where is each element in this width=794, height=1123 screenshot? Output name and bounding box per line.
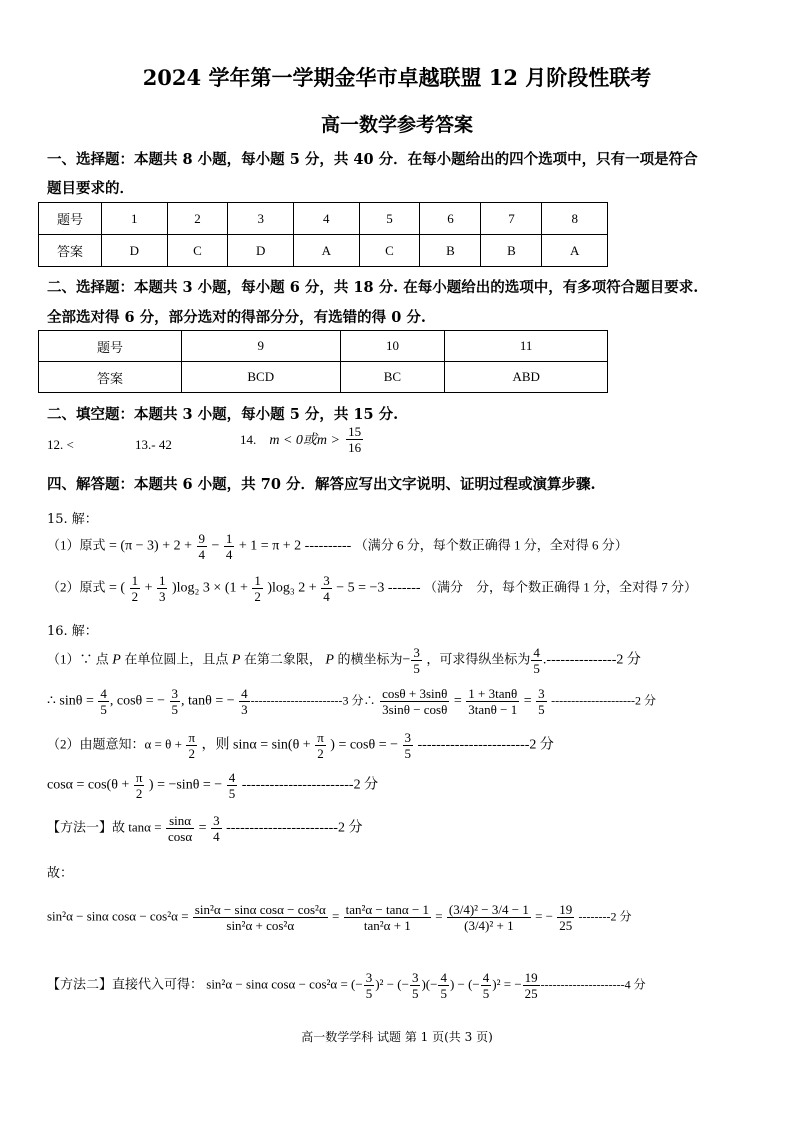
- answer-cell: D: [228, 235, 294, 267]
- q15-part2: （2）原式 = ( $\frac{1}{2}$ + $\frac{1}{3}$ )log₂ 3 × (1 + $\frac{1}{2}$ )log₃ 2 + $\frac{3}{4}$ − 5 = −3 ------- （满分 分，每个数正确得 1 分，全对得 7 分）: [47, 573, 698, 604]
- fraction: $\frac{\pi}{2}$: [317, 730, 324, 761]
- answer-14: [240, 424, 364, 455]
- answer-cell: ABD: [445, 362, 608, 393]
- q15-label: 15. 解：: [47, 512, 98, 527]
- q16-method1: 【方法一】故 tanα = $\frac{\sin\alpha}{\cos\alpha}$ = $\frac{3}{4}$ ------------------------2 分: [47, 813, 363, 844]
- fraction: $\frac{3}{4}$: [323, 573, 330, 604]
- q16-line6: sin²α − sinα cosα − cos²α = $\frac{\text{sin²α − sinα cosα − cos²α}}{\text{sin²α + cos²α}}$ = $\frac{\text{tan²α − tanα − 1}}{\text{tan²α + 1}}$ = $\frac{\text{(3/4)² − 3/4 − 1}}{\text{(3/4)² + 1}}$ = − $\frac{19}{25}$ --------2 分: [47, 902, 632, 933]
- fraction: $\frac{\cos\theta + 3\sin\theta}{3\sin\theta - \cos\theta}$: [382, 686, 448, 717]
- question-number: 2: [167, 203, 228, 235]
- question-number: 6: [420, 203, 481, 235]
- section1-answer-table: [38, 202, 608, 267]
- fraction: $\frac{\pi}{2}$: [188, 730, 196, 761]
- q15-part1: （1）原式 = (π − 3) + 2 + $\frac{9}{4}$ − $\frac{1}{4}$ + 1 = π + 2 ---------- （满分 6 分，每个数正确得 1 分，全对得 6 分）: [47, 531, 628, 562]
- fraction: $\frac{3}{4}$: [213, 813, 220, 844]
- answer-cell: B: [420, 235, 481, 267]
- q16-line3: （2）由题意知：α = θ + $\frac{\pi}{2}$ ，则 sinα = sin(θ + $\frac{\pi}{2}$ ) = cosθ = − $\frac{3}{5}$ ------------------------2 分: [47, 730, 554, 761]
- section1-heading-cont: 题目要求的．: [47, 180, 134, 197]
- fraction: $\frac{1}{3}$: [158, 573, 166, 604]
- fraction: $\frac{\pi}{2}$: [135, 770, 143, 801]
- q16-method2: 【方法二】直接代入可得： sin²α − sinα cosα − cos²α = (− $\frac{3}{5}$ )² − (− $\frac{3}{5}$ )(− $\frac{4}{5}$ ) − (− $\frac{4}{5}$ )² = − $\frac{19}{25}$ ---------------------4 分: [47, 970, 646, 1001]
- answer-cell: A: [294, 235, 360, 267]
- q16-therefore: 故：: [47, 866, 74, 881]
- question-number: 4: [294, 203, 360, 235]
- fraction: $\frac{19}{25}$: [524, 970, 538, 1001]
- fraction: $\frac{19}{25}$: [559, 902, 573, 933]
- answer-cell: D: [102, 235, 168, 267]
- answer-cell: B: [481, 235, 542, 267]
- row-label: 题号: [39, 331, 182, 362]
- answer-14-label: 14.: [240, 432, 257, 447]
- table-row-questions: [39, 331, 608, 362]
- row-label: 答案: [39, 362, 182, 393]
- fraction: $\frac{1 + 3\tan\theta}{3\tan\theta - 1}$: [468, 686, 518, 717]
- answer-12: 12. <: [47, 437, 74, 452]
- row-label: 答案: [39, 235, 102, 267]
- fraction: $\frac{1}{2}$: [254, 573, 261, 604]
- answer-cell: A: [542, 235, 608, 267]
- question-number: 11: [445, 331, 608, 362]
- question-number: 5: [359, 203, 420, 235]
- fraction: $\frac{\text{sin²α − sinα cosα − cos²α}}{\text{sin²α + cos²α}}$: [194, 902, 326, 933]
- answer-cell: BCD: [182, 362, 341, 393]
- q16-line4: cosα = cos(θ + $\frac{\pi}{2}$ ) = −sinθ = − $\frac{4}{5}$ ------------------------2 分: [47, 770, 379, 801]
- question-number: 10: [340, 331, 445, 362]
- answer-cell: BC: [340, 362, 445, 393]
- fraction: $\frac{1}{2}$: [131, 573, 139, 604]
- answer-cell: C: [359, 235, 420, 267]
- fraction: $\frac{15}{16}$: [348, 424, 362, 455]
- section2-answer-table: [38, 330, 608, 393]
- fraction: $\frac{4}{5}$: [482, 970, 490, 1001]
- fraction: $\frac{4}{5}$: [440, 970, 447, 1001]
- q16-label: 16. 解：: [47, 624, 98, 639]
- table-row-answers: [39, 235, 608, 267]
- section4-heading: 四、解答题：本题共 6 小题，共 70 分．解答应写出文字说明、证明过程或演算步骤.: [47, 476, 596, 493]
- fraction: $\frac{3}{5}$: [171, 686, 179, 717]
- section3-heading: 二、填空题：本题共 3 小题，每小题 5 分，共 15 分.: [47, 406, 399, 423]
- question-number: 8: [542, 203, 608, 235]
- fraction: $\frac{3}{5}$: [411, 970, 419, 1001]
- fraction: $\frac{3}{5}$: [413, 645, 420, 676]
- section1-heading: 一、选择题：本题共 8 小题，每小题 5 分，共 40 分．在每小题给出的四个选项中，只有一项是符合: [47, 151, 698, 168]
- page-subtitle: 高一数学参考答案: [320, 114, 473, 136]
- fraction: $\frac{4}{5}$: [228, 770, 236, 801]
- q16-line2: ∴ sinθ = $\frac{4}{5}$ , cosθ = − $\frac{3}{5}$ , tanθ = − $\frac{4}{3}$ -----------------------3 分∴ $\frac{\cos\theta + 3\sin\theta}{3\sin\theta - \cos\theta}$ = $\frac{1 + 3\tan\theta}{3\tan\theta - 1}$ = $\frac{3}{5}$ ---------------------2 分: [47, 686, 657, 717]
- q16-line1: （1）∵ 点 P 在单位圆上，且点 P 在第二象限， P 的横坐标为− $\frac{3}{5}$ ，可求得纵坐标为 $\frac{4}{5}$ .---------------2 分: [47, 645, 641, 676]
- question-number: 9: [182, 331, 341, 362]
- row-label: 题号: [39, 203, 102, 235]
- fraction: $\frac{9}{4}$: [198, 531, 205, 562]
- table-row-answers: [39, 362, 608, 393]
- page-footer: 高一数学学科 试题 第 1 页(共 3 页): [301, 1030, 493, 1044]
- fraction: $\frac{3}{5}$: [365, 970, 373, 1001]
- section2-heading-cont: 全部选对得 6 分，部分选对的得部分分，有选错的得 0 分.: [47, 309, 426, 326]
- question-number: 1: [102, 203, 168, 235]
- fraction: $\frac{\sin\alpha}{\cos\alpha}$: [168, 813, 193, 844]
- fraction: $\frac{4}{5}$: [533, 645, 540, 676]
- answer-14-expr: m < 0或m >: [269, 433, 340, 448]
- question-number: 7: [481, 203, 542, 235]
- table-row-questions: [39, 203, 608, 235]
- answer-cell: C: [167, 235, 228, 267]
- fraction: $\frac{\text{(3/4)² − 3/4 − 1}}{\text{(3/4)² + 1}}$: [448, 902, 529, 933]
- fraction: $\frac{3}{5}$: [404, 730, 411, 761]
- question-number: 3: [228, 203, 294, 235]
- section2-heading: 二、选择题：本题共 3 小题，每小题 6 分，共 18 分. 在每小题给出的选项中，有多项符合题目要求.: [47, 279, 699, 296]
- page-title: 2024 学年第一学期金华市卓越联盟 12 月阶段性联考: [142, 65, 652, 90]
- fraction: $\frac{\text{tan²α − tanα − 1}}{\text{tan²α + 1}}$: [345, 902, 430, 933]
- answer-13: 13.- 42: [135, 437, 172, 452]
- fraction: $\frac{4}{5}$: [100, 686, 107, 717]
- fraction: $\frac{1}{4}$: [225, 531, 233, 562]
- fraction: $\frac{3}{5}$: [538, 686, 545, 717]
- fraction: $\frac{4}{3}$: [241, 686, 248, 717]
